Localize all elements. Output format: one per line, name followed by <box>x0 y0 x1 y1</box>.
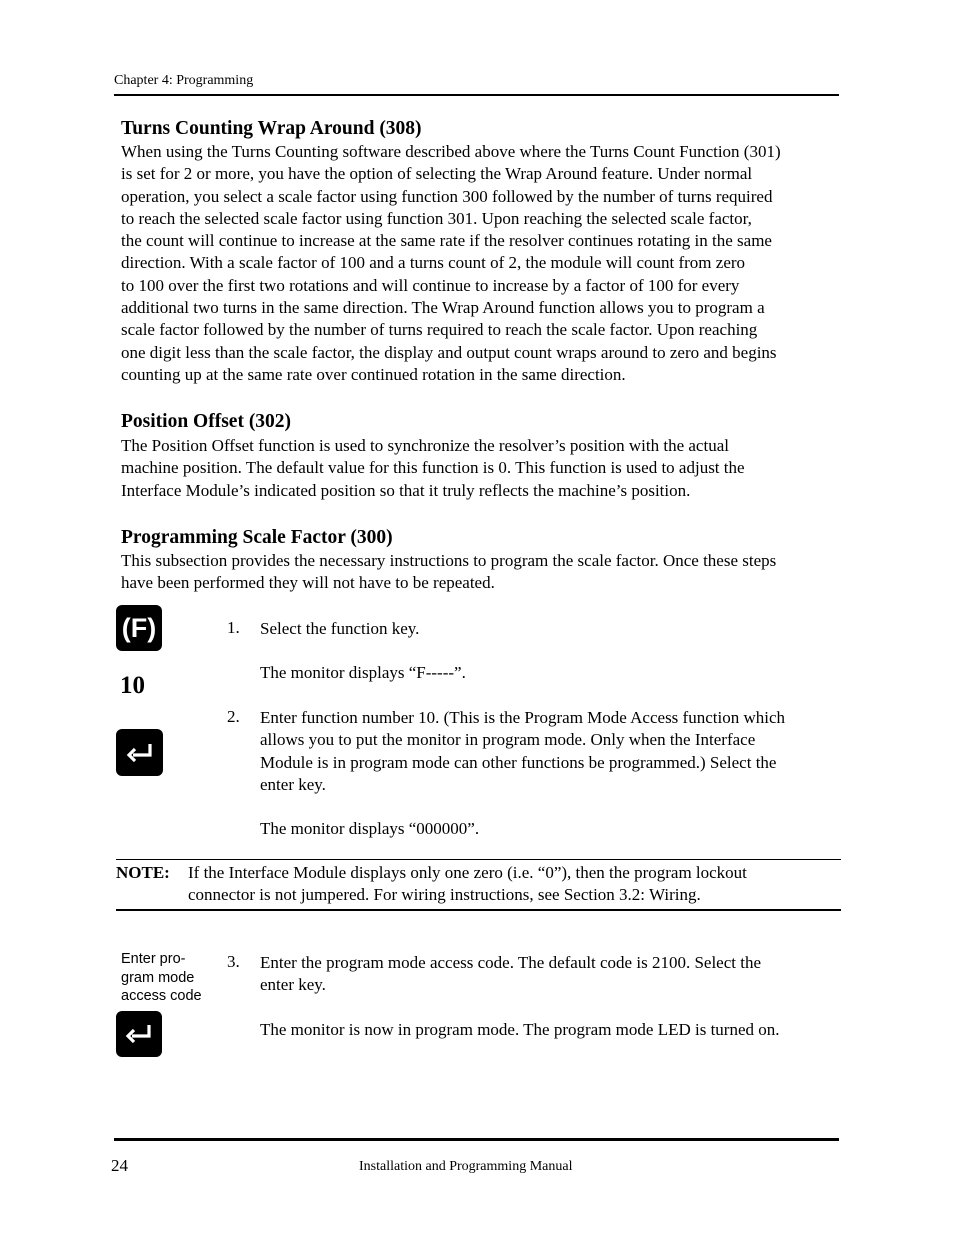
note-top-rule <box>116 859 841 860</box>
text-line: When using the Turns Counting software described above where the Turns Count Function (301) <box>121 142 781 161</box>
text-line: This subsection provides the necessary instructions to program the scale factor. Once these steps <box>121 551 777 570</box>
text-line: Enter pro- <box>121 951 186 967</box>
text-line: access code <box>121 988 202 1004</box>
text-line: additional two turns in the same direction. The Wrap Around function allows you to program a <box>121 298 765 318</box>
step-text <box>260 707 840 796</box>
text-line: The Position Offset function is used to synchronize the resolver’s position with the actual <box>121 436 729 455</box>
step-number: 2. <box>227 707 240 726</box>
text-line: operation, you select a scale factor using function 300 followed by the number of turns required <box>121 186 773 206</box>
text-line: connector is not jumpered. For wiring instructions, see Section 3.2: Wiring. <box>188 885 701 905</box>
footer-title: Installation and Programming Manual <box>359 1159 573 1174</box>
enter-key-icon <box>116 729 163 776</box>
function-key-icon: (F) <box>116 605 162 651</box>
text-line: scale factor followed by the number of turns required to reach the scale factor. Upon reaching <box>121 320 758 340</box>
text-line: Enter function number 10. (This is the Program Mode Access function which <box>260 708 785 727</box>
enter-arrow-icon <box>124 1023 154 1045</box>
enter-arrow-icon <box>125 742 155 764</box>
footer-rule <box>114 1138 839 1141</box>
text-line: enter key. <box>260 975 326 995</box>
number-entry-10: 10 <box>120 672 145 699</box>
note-text <box>188 862 828 907</box>
paragraph-position-offset <box>121 435 846 502</box>
text-line: to reach the selected scale factor using function 301. Upon reaching the selected scale factor, <box>121 208 752 228</box>
note-bottom-rule <box>116 909 841 911</box>
text-line: the count will continue to increase at the same rate if the resolver continues rotating in the same <box>121 231 772 251</box>
step-result: The monitor displays “000000”. <box>260 819 480 838</box>
step-result: The monitor is now in program mode. The program mode LED is turned on. <box>260 1020 780 1039</box>
text-line: counting up at the same rate over continued rotation in the same direction. <box>121 364 626 384</box>
paragraph-wrap-around <box>121 141 846 386</box>
text-line: allows you to put the monitor in program mode. Only when the Interface <box>260 730 756 750</box>
text-line: Interface Module’s indicated position so that it truly reflects the machine’s position. <box>121 480 691 500</box>
step-number: 3. <box>227 952 240 971</box>
text-line: If the Interface Module displays only one zero (i.e. “0”), then the program lockout <box>188 863 747 882</box>
text-line: to 100 over the first two rotations and will continue to increase by a factor of 100 for every <box>121 275 740 295</box>
section-heading-scale-factor: Programming Scale Factor (300) <box>121 527 393 548</box>
text-line: have been performed they will not have to be repeated. <box>121 573 495 593</box>
step-text: Select the function key. <box>260 619 420 638</box>
text-line: Enter the program mode access code. The default code is 2100. Select the <box>260 953 762 972</box>
note-label: NOTE: <box>116 863 170 882</box>
paragraph-scale-factor <box>121 550 846 595</box>
enter-key-icon <box>116 1011 162 1057</box>
section-heading-position-offset: Position Offset (302) <box>121 411 292 432</box>
text-line: direction. With a scale factor of 100 and a turns count of 2, the module will count from zero <box>121 253 746 273</box>
text-line: Module is in program mode can other functions be programmed.) Select the <box>260 752 777 772</box>
text-line: is set for 2 or more, you have the option of selecting the Wrap Around feature. Under normal <box>121 164 753 184</box>
access-code-label <box>121 950 221 1006</box>
header-rule <box>114 94 839 96</box>
text-line: enter key. <box>260 774 326 794</box>
running-head: Chapter 4: Programming <box>114 73 254 88</box>
text-line: machine position. The default value for this function is 0. This function is used to adjust the <box>121 458 745 478</box>
text-line: one digit less than the scale factor, the display and output count wraps around to zero and begins <box>121 342 777 362</box>
section-heading-wrap-around: Turns Counting Wrap Around (308) <box>121 118 422 139</box>
text-line: gram mode <box>121 969 195 986</box>
step-number: 1. <box>227 618 240 637</box>
page-number: 24 <box>111 1156 128 1175</box>
step-result: The monitor displays “F-----”. <box>260 663 466 682</box>
step-text <box>260 952 840 997</box>
